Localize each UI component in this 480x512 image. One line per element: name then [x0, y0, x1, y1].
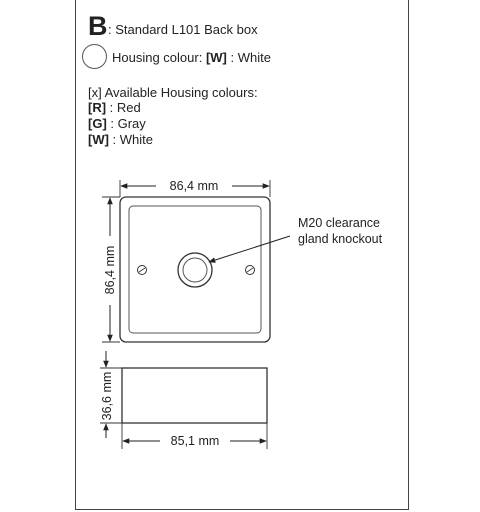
top-height-label: 86,4 mm: [103, 245, 117, 295]
colour-name: : White: [108, 132, 154, 147]
side-width-label: 85,1 mm: [170, 434, 220, 448]
colour-code: [W]: [88, 132, 109, 147]
housing-colour-label: Housing colour:: [112, 50, 206, 65]
colour-name: : Red: [106, 100, 141, 115]
gland-knockout: [178, 253, 212, 287]
variant-letter: B: [88, 11, 108, 41]
top-width-label: 86,4 mm: [169, 179, 219, 193]
available-colours-heading: [x] Available Housing colours:: [88, 85, 258, 100]
colour-name: : Gray: [106, 116, 146, 131]
colour-code: [R]: [88, 100, 107, 115]
top-height-dimension: [102, 197, 120, 342]
side-view: [122, 368, 267, 423]
product-title: : Standard L101 Back box: [108, 22, 258, 37]
mounting-hole-left: [138, 266, 147, 275]
side-width-dimension: [122, 423, 267, 449]
callout-line-2: gland knockout: [298, 232, 383, 246]
side-height-dimension: [100, 351, 122, 438]
side-height-label: 36,6 mm: [100, 371, 114, 421]
housing-colour-code: [W]: [205, 50, 227, 65]
top-view: [120, 197, 270, 342]
top-width-dimension: [120, 179, 270, 197]
colour-code: [G]: [88, 116, 107, 131]
callout-line-1: M20 clearance: [298, 216, 380, 230]
housing-colour-value: : White: [226, 50, 271, 65]
mounting-hole-right: [246, 266, 255, 275]
